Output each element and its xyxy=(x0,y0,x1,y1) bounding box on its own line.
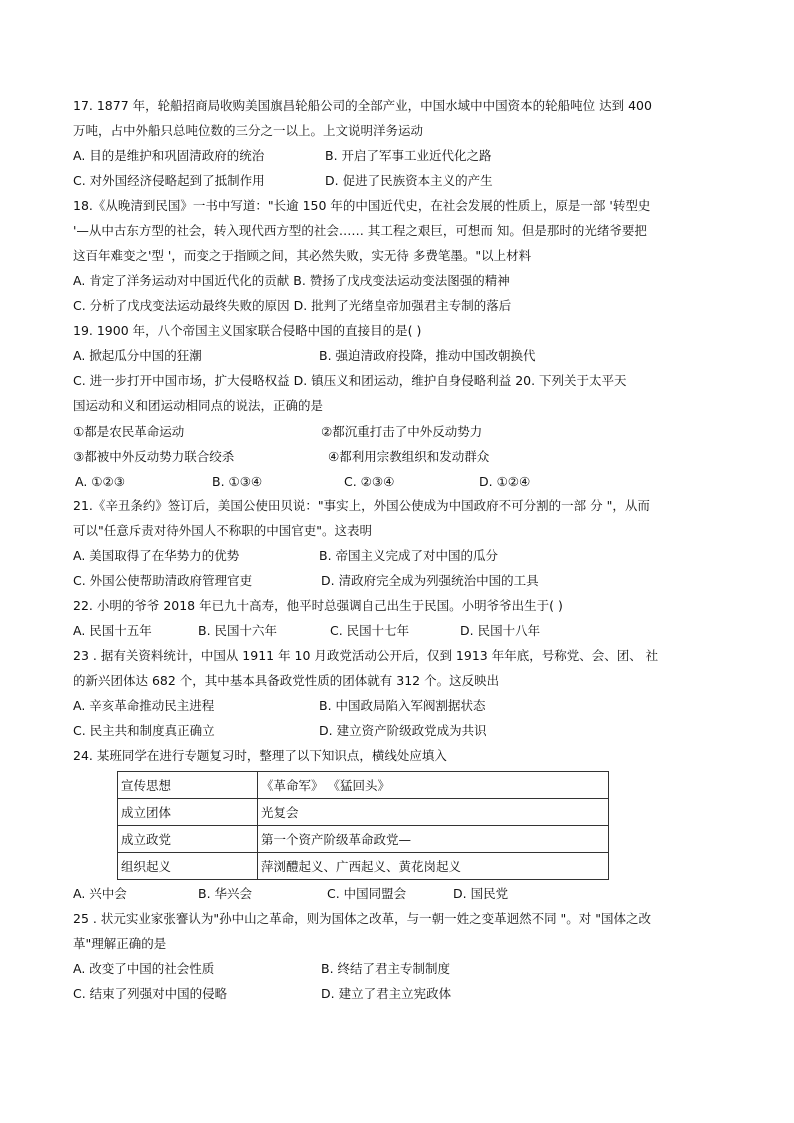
q21-stem-line2: 可以"任意斥责对待外国人不称职的中国官吏"。这表明 xyxy=(73,523,373,538)
q21-option-c: C. 外国公使帮助清政府管理官吏 xyxy=(73,573,253,588)
table-cell: 宣传思想 xyxy=(118,772,258,799)
q17-option-a: A. 目的是维护和巩固清政府的统治 xyxy=(73,148,265,163)
q24-knowledge-table xyxy=(117,771,609,880)
q18-options-cd: C. 分析了戊戌变法运动最终失败的原因 D. 批判了光绪皇帝加强君主专制的落后 xyxy=(73,298,512,313)
table-cell: 光复会 xyxy=(258,799,609,826)
q20-item-4: ④都利用宗教组织和发动群众 xyxy=(328,449,490,464)
q24-option-c: C. 中国同盟会 xyxy=(327,886,407,901)
q23-option-a: A. 辛亥革命推动民主进程 xyxy=(73,698,215,713)
q20-item-2: ②都沉重打击了中外反动势力 xyxy=(321,424,483,439)
q20-option-b: B. ①③④ xyxy=(212,474,263,489)
q18-stem-line1: 18.《从晚清到民国》一书中写道："长逾 150 年的中国近代史，在社会发展的性质上，原是一部 '转型史 xyxy=(73,198,651,213)
q24-stem: 24. 某班同学在进行专题复习时，整理了以下知识点，横线处应填入 xyxy=(73,748,447,763)
q22-option-d: D. 民国十八年 xyxy=(460,623,541,638)
table-cell: 《革命军》 《猛回头》 xyxy=(258,772,609,799)
q22-option-b: B. 民国十六年 xyxy=(198,623,278,638)
q23-option-b: B. 中国政局陷入军阀割据状态 xyxy=(319,698,486,713)
q19-options-cd-q20-start: C. 进一步打开中国市场，扩大侵略权益 D. 镇压义和团运动，维护自身侵略利益 20. 下列关于太平天 xyxy=(73,373,627,388)
q25-option-a: A. 改变了中国的社会性质 xyxy=(73,961,215,976)
q23-stem-line1: 23 . 据有关资料统计，中国从 1911 年 10 月政党活动公开后，仅到 1913 年年底，号称党、会、团、 社 xyxy=(73,648,659,663)
q21-option-b: B. 帝国主义完成了对中国的瓜分 xyxy=(319,548,499,563)
table-row xyxy=(118,826,609,853)
q24-option-b: B. 华兴会 xyxy=(198,886,253,901)
q24-option-a: A. 兴中会 xyxy=(73,886,127,901)
q25-option-d: D. 建立了君主立宪政体 xyxy=(321,986,452,1001)
q21-option-d: D. 清政府完全成为列强统治中国的工具 xyxy=(321,573,539,588)
q18-stem-line2: '—从中古东方型的社会，转入现代西方型的社会…… 其工程之艰巨，可想而 知。但是那时的光绪爷要把 xyxy=(73,223,647,238)
q17-option-b: B. 开启了军事工业近代化之路 xyxy=(325,148,492,163)
q17-option-c: C. 对外国经济侵略起到了抵制作用 xyxy=(73,173,265,188)
q18-stem-line3: 这百年难变之'型 '，而变之于指顾之间，其必然失败，实无待 多费笔墨。"以上材料 xyxy=(73,248,532,263)
q17-stem-line1: 17. 1877 年，轮船招商局收购美国旗昌轮船公司的全部产业，中国水域中中国资本的轮船吨位 达到 400 xyxy=(73,98,652,113)
table-cell: 组织起义 xyxy=(118,853,258,880)
table-cell: 成立政党 xyxy=(118,826,258,853)
q24-option-d: D. 国民党 xyxy=(453,886,509,901)
q20-item-1: ①都是农民革命运动 xyxy=(73,424,185,439)
q17-stem-line2: 万吨，占中外船只总吨位数的三分之一以上。上文说明洋务运动 xyxy=(73,123,424,138)
table-cell: 第一个资产阶级革命政党— xyxy=(258,826,609,853)
table-cell: 成立团体 xyxy=(118,799,258,826)
q22-option-c: C. 民国十七年 xyxy=(330,623,410,638)
q19-stem: 19. 1900 年，八个帝国主义国家联合侵略中国的直接目的是( ) xyxy=(73,323,422,338)
table-cell: 萍浏醴起义、广西起义、黄花岗起义 xyxy=(258,853,609,880)
q25-option-b: B. 终结了君主专制制度 xyxy=(321,961,451,976)
q21-stem-line1: 21.《辛丑条约》签订后，美国公使田贝说："事实上，外国公使成为中国政府不可分割的一部 分 "，从而 xyxy=(73,498,650,513)
q21-option-a: A. 美国取得了在华势力的优势 xyxy=(73,548,240,563)
q18-options-ab: A. 肯定了洋务运动对中国近代化的贡献 B. 赞扬了戊戌变法运动变法图强的精神 xyxy=(73,273,510,288)
table-row xyxy=(118,772,609,799)
q25-stem-line2: 革"理解正确的是 xyxy=(73,936,167,951)
q20-option-d: D. ①②④ xyxy=(479,474,531,489)
q25-stem-line1: 25 . 状元实业家张謇认为"孙中山之革命，则为国体之改革，与一朝一姓之变革迥然不同 "。对 "国体之改 xyxy=(73,911,652,926)
q22-stem: 22. 小明的爷爷 2018 年已九十高寿，他平时总强调自己出生于民国。小明爷爷出生于( ) xyxy=(73,598,563,613)
q20-item-3: ③都被中外反动势力联合绞杀 xyxy=(73,449,235,464)
q25-option-c: C. 结束了列强对中国的侵略 xyxy=(73,986,228,1001)
q20-option-c: C. ②③④ xyxy=(344,474,395,489)
q23-option-d: D. 建立资产阶级政党成为共识 xyxy=(319,723,487,738)
q23-option-c: C. 民主共和制度真正确立 xyxy=(73,723,215,738)
table-row xyxy=(118,799,609,826)
q20-stem: 国运动和义和团运动相同点的说法，正确的是 xyxy=(73,398,324,413)
q19-option-a: A. 掀起瓜分中国的狂潮 xyxy=(73,348,202,363)
q20-option-a: A. ①②③ xyxy=(75,474,125,489)
q17-option-d: D. 促进了民族资本主义的产生 xyxy=(325,173,493,188)
q23-stem-line2: 的新兴团体达 682 个，其中基本具备政党性质的团体就有 312 个。这反映出 xyxy=(73,673,500,688)
q22-option-a: A. 民国十五年 xyxy=(73,623,152,638)
q19-option-b: B. 强迫清政府投降，推动中国改朝换代 xyxy=(319,348,536,363)
table-row xyxy=(118,853,609,880)
